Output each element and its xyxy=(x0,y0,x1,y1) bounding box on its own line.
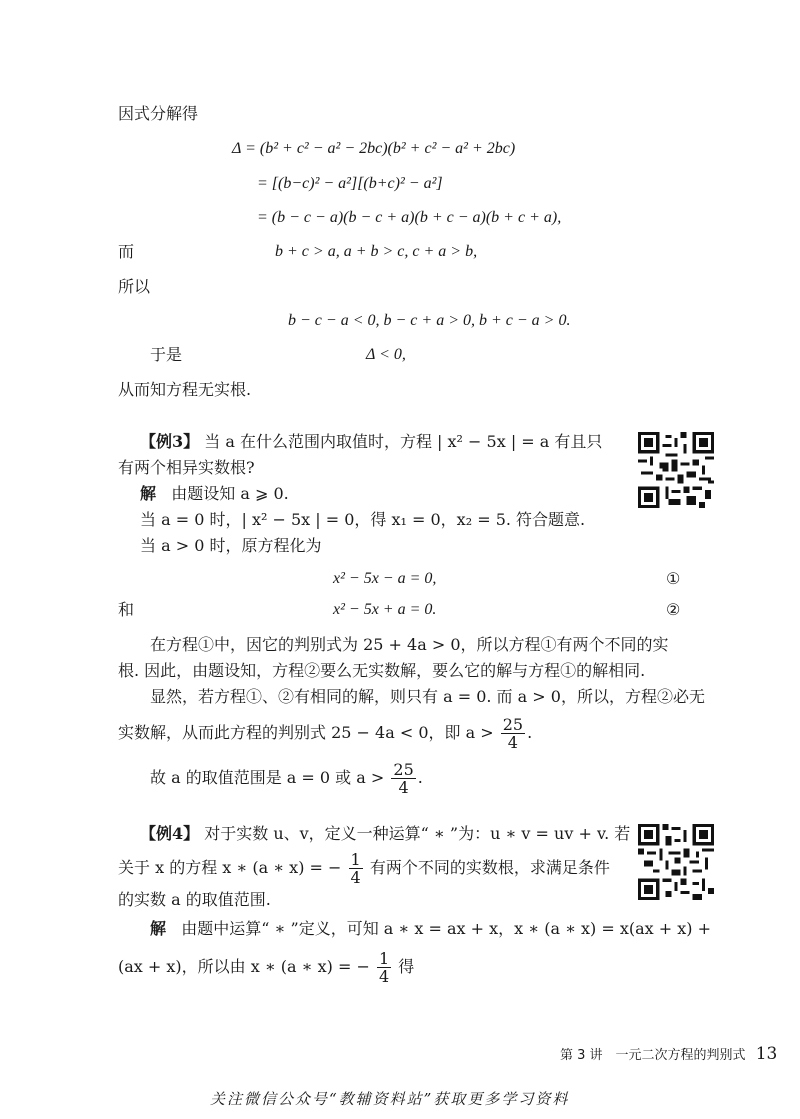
solution-text: 由题中运算“ ∗ ”定义，可知 a ∗ x = ax + x，x ∗ (a ∗ x) = x(ax + x) + xyxy=(181,919,712,938)
period: . xyxy=(417,768,423,787)
fraction xyxy=(391,761,415,796)
question-text: 有两个不同的实数根，求满足条件 xyxy=(369,858,610,877)
fraction-numerator: 25 xyxy=(393,760,414,779)
example3-question-line2: 有两个相异实数根? xyxy=(118,458,255,477)
example3-solution-line1 xyxy=(140,482,289,506)
example3-solution-line3: 当 a > 0 时，原方程化为 xyxy=(140,536,322,555)
example4-question-line2 xyxy=(118,846,610,890)
example3-paragraph1-line1: 在方程①中，因它的判别式为 25 + 4a > 0，所以方程①有两个不同的实 xyxy=(150,635,669,654)
fraction-denominator: 4 xyxy=(507,733,518,752)
solution-text: 由题设知 a ⩾ 0. xyxy=(171,484,289,503)
chapter-title: 第 3 讲 一元二次方程的判别式 xyxy=(560,1048,746,1063)
fraction-numerator: 25 xyxy=(502,715,524,734)
fraction xyxy=(377,950,391,985)
triangle-inequalities: b + c > a, a + b > c, c + a > b, xyxy=(275,243,478,260)
example4-question-line1 xyxy=(140,822,630,846)
solution-text: 得 xyxy=(398,957,415,976)
solution-label: 解 xyxy=(150,919,167,938)
paragraph-text: 实数解，从而此方程的判别式 25 − 4a < 0，即 a > xyxy=(118,723,494,742)
equation-one: x² − 5x − a = 0, xyxy=(333,570,437,587)
thus-label: 于是 xyxy=(150,345,183,364)
example3-tag: 【例3】 xyxy=(140,432,200,451)
fraction-denominator: 4 xyxy=(378,967,390,986)
period: . xyxy=(527,723,533,742)
page-footer xyxy=(560,1044,777,1064)
fraction xyxy=(349,851,363,886)
final-answer-text: 故 a 的取值范围是 a = 0 或 a > xyxy=(150,768,385,787)
fraction-numerator: 1 xyxy=(350,850,361,869)
example3-paragraph2-line2 xyxy=(118,711,532,755)
fraction-denominator: 4 xyxy=(398,778,409,797)
example4-solution-line2 xyxy=(118,945,414,989)
solution-text: (ax + x)，所以由 x ∗ (a ∗ x) = − xyxy=(118,957,370,976)
example3-paragraph1-line2: 根. 因此，由题设知，方程②要么无实数解，要么它的解与方程①的解相同. xyxy=(118,661,646,680)
example3-final-answer xyxy=(150,756,423,800)
qr-code-icon xyxy=(638,432,714,508)
example4-question-text: 对于实数 u、v，定义一种运算“ ∗ ”为：u ∗ v = uv + v. 若 xyxy=(204,824,631,843)
fraction xyxy=(501,716,525,751)
equation-two-number: ② xyxy=(666,600,681,619)
and-label: 而 xyxy=(118,242,135,261)
equation-delta-1: Δ = (b² + c² − a² − 2bc)(b² + c² − a² + 2bc) xyxy=(232,140,516,157)
equation-delta-3: = (b − c − a)(b − c + a)(b + c − a)(b + c + a), xyxy=(257,209,562,226)
so-label: 所以 xyxy=(118,277,151,296)
example4-tag: 【例4】 xyxy=(140,824,200,843)
delta-negative: Δ < 0, xyxy=(366,346,406,363)
watermark-banner: 关注微信公众号“教辅资料站”获取更多学习资料 xyxy=(210,1090,570,1108)
sign-inequalities: b − c − a < 0, b − c + a > 0, b + c − a > 0. xyxy=(288,312,571,329)
equation-one-number: ① xyxy=(666,569,681,588)
example3-question-text: 当 a 在什么范围内取值时，方程 | x² − 5x | = a 有且只 xyxy=(204,432,603,451)
and-label: 和 xyxy=(118,600,135,619)
factor-label: 因式分解得 xyxy=(118,104,199,123)
page-number: 13 xyxy=(755,1044,778,1064)
fraction-numerator: 1 xyxy=(378,949,390,968)
equation-two: x² − 5x + a = 0. xyxy=(333,601,437,618)
example3-paragraph2-line1: 显然，若方程①、②有相同的解，则只有 a = 0. 而 a > 0，所以，方程②必无 xyxy=(150,687,705,706)
equation-delta-2: = [(b−c)² − a²][(b+c)² − a²] xyxy=(257,175,443,192)
conclusion-text: 从而知方程无实根. xyxy=(118,380,252,399)
qr-code-icon xyxy=(638,824,714,900)
example3-solution-line2: 当 a = 0 时，| x² − 5x | = 0，得 x₁ = 0，x₂ = 5. 符合题意. xyxy=(140,510,586,529)
example4-question-line3: 的实数 a 的取值范围. xyxy=(118,890,271,909)
fraction-denominator: 4 xyxy=(350,868,361,887)
example4-solution-line1 xyxy=(150,917,711,941)
question-text: 关于 x 的方程 x ∗ (a ∗ x) = − xyxy=(118,858,342,877)
example3-question-line1 xyxy=(140,430,602,454)
solution-label: 解 xyxy=(140,484,157,503)
